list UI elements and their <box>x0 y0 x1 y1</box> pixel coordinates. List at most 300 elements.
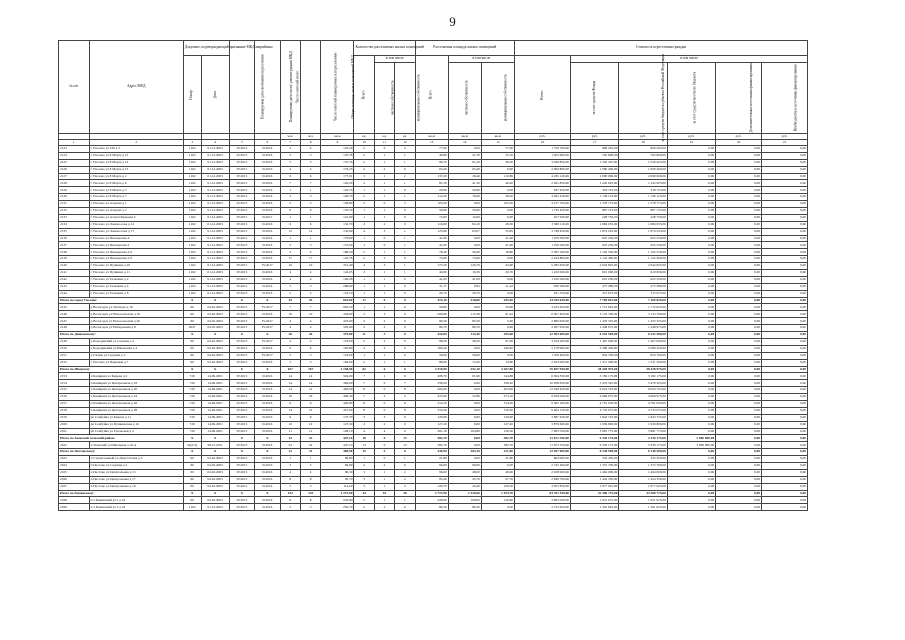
column-number-cell: 19 <box>667 140 715 146</box>
cell-date: 04.02.2003 <box>201 359 229 366</box>
cell-sp: 0,00 <box>448 380 481 387</box>
cell-rp: 1 <box>300 235 320 242</box>
cell-q: 8 <box>354 400 374 407</box>
col-total-area: Общая площадь жилых помещений МКД <box>321 41 354 134</box>
cell-c: 2 723 650,00 <box>514 504 570 511</box>
cell-no: 60 <box>183 469 201 476</box>
cell-q: 3 <box>354 414 374 421</box>
cell-rp: 6 <box>300 221 320 228</box>
cell-ca: 0,00 <box>716 208 762 215</box>
cell-ce: 0,00 <box>762 476 808 483</box>
cell-sm: 110,80 <box>481 173 514 180</box>
cell-ca: 0,00 <box>716 159 762 166</box>
cell-ca: 0,00 <box>716 242 762 249</box>
col-planned-settle: Планируемая дата окончания переселения <box>229 41 254 134</box>
cell-s: 261,10 <box>415 428 448 435</box>
cell-c: 11 672 350,00 <box>514 435 570 442</box>
cell-ca: 0,00 <box>716 276 762 283</box>
cell-p1: IV.2015 <box>229 469 254 476</box>
cell-ce: 0,00 <box>762 311 808 318</box>
cell-sm: 0,00 <box>481 462 514 469</box>
cell-n: 2133 <box>59 214 90 221</box>
cell-qm: 0 <box>395 325 415 332</box>
cell-p2: II.2016 <box>255 187 280 194</box>
column-number-cell: 15 <box>481 140 514 146</box>
cell-s: 410,00 <box>415 332 448 339</box>
cell-qp: 1 <box>374 476 394 483</box>
cell-qp: 1 <box>374 194 394 201</box>
cell-no: 720 <box>183 421 201 428</box>
cell-s: 90,00 <box>415 462 448 469</box>
cell-s: 206,80 <box>415 311 448 318</box>
cell-n: 2128 <box>59 180 90 187</box>
cell-s: 169,40 <box>415 345 448 352</box>
cell-sm: 314,20 <box>481 400 514 407</box>
cell-cf: 2 589 450,00 <box>571 345 619 352</box>
cell-ce: 0,00 <box>762 208 808 215</box>
cell-p1: IV.2015 <box>229 421 254 428</box>
cell-p2: IV.2017 <box>255 338 280 345</box>
cell-p2: II.2016 <box>255 228 280 235</box>
cell-no: 1162 <box>183 166 201 173</box>
cell-p2: II.2016 <box>255 483 280 490</box>
cell-ce: 0,00 <box>762 221 808 228</box>
table-row <box>59 497 808 504</box>
cell-p1: IV.2015 <box>229 187 254 194</box>
cell-no: 720 <box>183 400 201 407</box>
cell-sm: 105,20 <box>481 201 514 208</box>
cell-cl: 0,00 <box>667 407 715 414</box>
cell-r: 2 <box>280 290 300 297</box>
cell-cl: 0,00 <box>667 462 715 469</box>
cell-rp: 3 <box>300 462 320 469</box>
cell-sp: 59,40 <box>448 249 481 256</box>
cell-rp: 8 <box>300 476 320 483</box>
table-row <box>59 483 808 490</box>
col-planned-demolish: Планируемая дата сноса/ реконструкции МКД <box>255 41 280 134</box>
cell-a: 125,20 <box>321 146 354 153</box>
cell-ca: 0,00 <box>716 462 762 469</box>
col-cost-group: Стоимость переселения граждан <box>514 41 807 56</box>
cell-p2: II.2016 <box>255 456 280 463</box>
cell-qm: 2 <box>395 173 415 180</box>
cell-p2: II.2016 <box>255 373 280 380</box>
cell-a: 133,25 <box>321 166 354 173</box>
cell-rp: 3 <box>300 242 320 249</box>
cell-p2: II.2016 <box>255 421 280 428</box>
cell-a: 165,80 <box>321 345 354 352</box>
cell-n: 2154 <box>59 380 90 387</box>
table-row <box>59 256 808 263</box>
cell-ca: 0,00 <box>716 214 762 221</box>
cell-q: 4 <box>354 228 374 235</box>
cell-cr: 1 361 825,00 <box>619 504 667 511</box>
cell-qp: 1 <box>374 214 394 221</box>
cell-p1: IV.2015 <box>229 345 254 352</box>
cell-no: X <box>183 366 201 373</box>
cell-c: 2 745 400,00 <box>514 462 570 469</box>
cell-qp: 1 <box>374 497 394 504</box>
cell-n: 2169 <box>59 504 90 511</box>
cell-c: 11 672 350,00 <box>514 442 570 449</box>
cell-rp: 7 <box>300 180 320 187</box>
cell-date: 14.09.2001 <box>201 394 229 401</box>
cell-a: 121,00 <box>321 214 354 221</box>
cell-a: 120,20 <box>321 180 354 187</box>
cell-qm: 0 <box>395 345 415 352</box>
cell-qm: 1 <box>395 497 415 504</box>
cell-addr: п Каширин ул Центральная д 26 <box>89 400 183 407</box>
cell-p2: IV.2017 <box>255 352 280 359</box>
cell-addr: г Ухолово ул 230 в 3 <box>89 146 183 153</box>
cell-p1: IV.2015 <box>229 173 254 180</box>
cell-no: X <box>183 490 201 497</box>
cell-n: 2162 <box>59 442 90 449</box>
cell-date: 01.12.2003 <box>201 146 229 153</box>
cell-p2: II.2016 <box>255 159 280 166</box>
cell-a: 127,30 <box>321 421 354 428</box>
cell-no: 720 <box>183 394 201 401</box>
cell-cl: 0,00 <box>667 373 715 380</box>
unit-cell: ед. <box>374 134 394 140</box>
cell-cr: 625 250,00 <box>619 276 667 283</box>
cell-cr: 475 280,00 <box>619 283 667 290</box>
cell-p1: IV.2015 <box>229 256 254 263</box>
unit-cell: руб. <box>571 134 619 140</box>
cell-cl: 0,00 <box>667 318 715 325</box>
cell-cr: 2 336 175,00 <box>619 435 667 442</box>
cell-sm: 0,00 <box>481 208 514 215</box>
cell-p1: X <box>229 435 254 442</box>
cell-n: 2138 <box>59 249 90 256</box>
cell-cf: 1 361 825,00 <box>571 504 619 511</box>
cell-q: 2 <box>354 325 374 332</box>
cell-q: 8 <box>354 407 374 414</box>
cell-r: 22 <box>280 442 300 449</box>
cell-rp: 20 <box>300 332 320 339</box>
cell-a: 69,80 <box>321 456 354 463</box>
cell-ca: 0,00 <box>716 201 762 208</box>
cell-s: 382,70 <box>415 442 448 449</box>
cell-q: 2 <box>354 421 374 428</box>
cell-date: 04.02.2003 <box>201 469 229 476</box>
cell-ce: 0,00 <box>762 449 808 456</box>
cell-cr: 1 939 800,00 <box>619 421 667 428</box>
cell-qm: 0 <box>395 187 415 194</box>
subtotal-row <box>59 449 808 456</box>
cell-p2: X <box>255 449 280 456</box>
cell-qm: 3 <box>395 201 415 208</box>
subtotal-label: Итого по Данковскому: <box>59 332 184 339</box>
cell-p2: II.2016 <box>255 152 280 159</box>
cell-ce: 0,00 <box>762 387 808 394</box>
cell-ce: 0,00 <box>762 359 808 366</box>
cell-sp: 115,38 <box>448 311 481 318</box>
cell-n: 2136 <box>59 235 90 242</box>
cell-rp: 17 <box>300 256 320 263</box>
cell-q: 8 <box>354 387 374 394</box>
cell-ce: 0,00 <box>762 380 808 387</box>
cell-c: 2 000 800,00 <box>514 166 570 173</box>
cell-sm: 43,60 <box>481 263 514 270</box>
cell-no: 1162 <box>183 235 201 242</box>
cell-cl: 0,00 <box>667 428 715 435</box>
cell-a: 125,78 <box>321 152 354 159</box>
cell-p1: IV.2015 <box>229 414 254 421</box>
cell-sp: 114,40 <box>448 332 481 339</box>
cell-sp: 0,00 <box>448 400 481 407</box>
cell-cf: 3 182 175,00 <box>571 373 619 380</box>
cell-c: 3 040 850,00 <box>514 159 570 166</box>
cell-ce: 0,00 <box>762 332 808 339</box>
cell-sp: 0,00 <box>448 421 481 428</box>
cell-date: 01.12.2003 <box>201 180 229 187</box>
cell-n: 2125 <box>59 159 90 166</box>
cell-a: 137,76 <box>321 159 354 166</box>
cell-p2: II.2017 <box>255 214 280 221</box>
cell-s: 20,70 <box>415 290 448 297</box>
cell-sm: 5,00 <box>481 318 514 325</box>
cell-cr: 6 252 500,00 <box>619 332 667 339</box>
cell-c: 1 250 500,00 <box>514 276 570 283</box>
cell-cf: 1 874 225,00 <box>571 228 619 235</box>
subtotal-label: Итого по Пестовскому: <box>59 449 184 456</box>
cell-rp: 2 <box>300 290 320 297</box>
cell-sp: 28,20 <box>448 338 481 345</box>
cell-no: 1162 <box>183 263 201 270</box>
cell-r: 8 <box>280 476 300 483</box>
table-body <box>59 146 808 511</box>
cell-no: 1162 <box>183 187 201 194</box>
cell-no: 1162 <box>183 146 201 153</box>
cell-cf: 1 372 700,00 <box>571 462 619 469</box>
cell-r: 1 <box>280 214 300 221</box>
cell-a: 179,60 <box>321 235 354 242</box>
cell-qp: 1 <box>374 483 394 490</box>
cell-ca: 0,00 <box>716 311 762 318</box>
cell-no: 60 <box>183 338 201 345</box>
cell-ca: 0,00 <box>716 421 762 428</box>
cell-r: 7 <box>280 180 300 187</box>
cell-no: 1163 <box>183 152 201 159</box>
cell-p2: II.2016 <box>255 394 280 401</box>
cell-q: 7 <box>354 394 374 401</box>
cell-cr: 1 843 725,00 <box>619 414 667 421</box>
cell-cr: 332 450,00 <box>619 456 667 463</box>
cell-cr: 1 433 325,00 <box>619 318 667 325</box>
cell-ca: 0,00 <box>716 228 762 235</box>
cell-date: X <box>201 332 229 339</box>
cell-n: 2166 <box>59 476 90 483</box>
cell-qp: 1 <box>374 159 394 166</box>
cell-date: 01.12.2003 <box>201 228 229 235</box>
col-cost-local: за счет средств местного бюджета <box>667 63 715 134</box>
cell-date: X <box>201 490 229 497</box>
page-number: 9 <box>449 14 456 29</box>
cell-no: 60 <box>183 476 201 483</box>
cell-ca: 0,00 <box>716 414 762 421</box>
cell-cr: 4 969 975,00 <box>619 394 667 401</box>
cell-c: 2 928 000,00 <box>514 469 570 476</box>
table-row <box>59 456 808 463</box>
unit-cell: руб. <box>667 134 715 140</box>
cell-ca: 0,00 <box>716 332 762 339</box>
cell-no: 720 <box>183 428 201 435</box>
cell-cr: 6 148 500,00 <box>619 449 667 456</box>
cell-r: 3 <box>280 462 300 469</box>
cell-sm: 77,00 <box>481 146 514 153</box>
cell-date: 01.12.2003 <box>201 159 229 166</box>
cell-c: 1 735 450,00 <box>514 208 570 215</box>
cell-qm: 0 <box>395 421 415 428</box>
cell-a: 245,90 <box>321 497 354 504</box>
cell-p2: II.2016 <box>255 442 280 449</box>
cell-cr: 1 931 975,00 <box>619 497 667 504</box>
cell-p2: II.2016 <box>255 201 280 208</box>
cell-qp: 0 <box>374 400 394 407</box>
cell-q: 2 <box>354 318 374 325</box>
cell-ca: 0,00 <box>716 283 762 290</box>
cell-qm: 0 <box>395 428 415 435</box>
cell-a: 125,10 <box>321 290 354 297</box>
cell-s: 99,70 <box>415 159 448 166</box>
cell-no: X <box>183 435 201 442</box>
cell-rp: 5 <box>300 483 320 490</box>
cell-ca: 0,00 <box>716 304 762 311</box>
cell-s: 127,20 <box>415 421 448 428</box>
cell-sp: 85,30 <box>448 318 481 325</box>
cell-s: 41,00 <box>415 235 448 242</box>
cell-addr: г Ухолово ул 8 Марта д 13 <box>89 166 183 173</box>
cell-p1: IV.2015 <box>229 380 254 387</box>
cell-cl: 2 000 000,00 <box>667 435 715 442</box>
cell-qp: 0 <box>374 435 394 442</box>
cell-q: 2 <box>354 146 374 153</box>
cell-cr: 1 311 500,00 <box>619 359 667 366</box>
cell-n: 2127 <box>59 173 90 180</box>
cell-addr: г Ухолово ул Азарова д 2 <box>89 208 183 215</box>
cell-sm: 295,60 <box>481 332 514 339</box>
cell-n: 2164 <box>59 462 90 469</box>
cell-ce: 0,00 <box>762 242 808 249</box>
cell-qp: 3 <box>374 311 394 318</box>
cell-cr: 1 424 350,00 <box>619 476 667 483</box>
cell-qm: 1 <box>395 152 415 159</box>
subtotal-label: Итого по Шацкому: <box>59 366 184 373</box>
cell-cr: 1 372 700,00 <box>619 462 667 469</box>
cell-qp: 4 <box>374 345 394 352</box>
cell-rp: 4 <box>300 338 320 345</box>
cell-ce: 0,00 <box>762 173 808 180</box>
cell-p1: IV.2015 <box>229 208 254 215</box>
cell-qm: 0 <box>395 318 415 325</box>
cell-p1: IV.2015 <box>229 221 254 228</box>
col-address: Адрес МКД <box>89 41 183 134</box>
cell-qm: 0 <box>395 414 415 421</box>
cell-cl: 0,00 <box>667 490 715 497</box>
cell-addr: г Ухолово ул Пионерская 2 <box>89 242 183 249</box>
cell-ce: 0,00 <box>762 414 808 421</box>
column-number-cell: 11 <box>374 140 394 146</box>
cell-no: 720 <box>183 407 201 414</box>
cell-qm: 1 <box>395 180 415 187</box>
cell-qm: 1 <box>395 263 415 270</box>
cell-q: 13 <box>354 442 374 449</box>
cell-addr: п Пестово ул Центральная д 15 <box>89 469 183 476</box>
cell-p1: IV.2015 <box>229 214 254 221</box>
cell-cl: 0,00 <box>667 187 715 194</box>
cell-qp: 0 <box>374 380 394 387</box>
cell-p1: IV.2015 <box>229 263 254 270</box>
cell-s: 20,90 <box>415 187 448 194</box>
cell-cf: 625 250,00 <box>571 242 619 249</box>
unit-cell: руб. <box>619 134 667 140</box>
cell-q: 10 <box>354 435 374 442</box>
cell-cr: 869 295,00 <box>619 146 667 153</box>
cell-c: 637 450,00 <box>514 187 570 194</box>
cell-date: 14.09.2001 <box>201 414 229 421</box>
cell-sm: 0,00 <box>481 504 514 511</box>
cell-c: 3 425 650,00 <box>514 304 570 311</box>
cell-sp: 63,07 <box>448 228 481 235</box>
cell-q: 11 <box>354 332 374 339</box>
cell-r: 4 <box>280 318 300 325</box>
cell-date: 01.12.2003 <box>201 242 229 249</box>
cell-cr: 610 000,00 <box>619 270 667 277</box>
cell-p2: II.2016 <box>255 256 280 263</box>
cell-no: 1162 <box>183 214 201 221</box>
cell-c: 5 178 900,00 <box>514 345 570 352</box>
cell-ce: 0,00 <box>762 325 808 332</box>
cell-cl: 0,00 <box>667 263 715 270</box>
cell-rp: 1 <box>300 214 320 221</box>
cell-cl: 0,00 <box>667 400 715 407</box>
cell-cl: 0,00 <box>667 421 715 428</box>
cell-date: 04.02.2003 <box>201 345 229 352</box>
cell-qm: 0 <box>395 283 415 290</box>
cell-cr: 3 182 175,00 <box>619 373 667 380</box>
cell-qp: 1 <box>374 276 394 283</box>
cell-p2: X <box>255 366 280 373</box>
subtotal-row <box>59 435 808 442</box>
cell-cl: 3 006 000,00 <box>667 442 715 449</box>
cell-cf: 3 981 775,00 <box>571 428 619 435</box>
cell-sm: 0,00 <box>481 352 514 359</box>
unit-cell: ед. <box>354 134 374 140</box>
cell-ca: 0,00 <box>716 449 762 456</box>
cell-addr: г Ухолово ул Пионерская 4 <box>89 235 183 242</box>
cell-r: 4 <box>280 249 300 256</box>
cell-qm: 13 <box>395 442 415 449</box>
cell-sm: 48,00 <box>481 469 514 476</box>
cell-n: 2161 <box>59 428 90 435</box>
cell-cl: 0,00 <box>667 249 715 256</box>
cell-n: 2158 <box>59 407 90 414</box>
cell-n: 2135 <box>59 228 90 235</box>
cell-q: 3 <box>354 173 374 180</box>
table-row <box>59 201 808 208</box>
cell-p2: IV.2017 <box>255 304 280 311</box>
cell-sm: 26,50 <box>481 221 514 228</box>
cell-cr: 315 675,00 <box>619 290 667 297</box>
cell-p2: II.2016 <box>255 242 280 249</box>
cell-s: 21,80 <box>415 456 448 463</box>
cell-c: 2 623 000,00 <box>514 359 570 366</box>
table-row <box>59 394 808 401</box>
table-row <box>59 152 808 159</box>
cell-qm: 0 <box>395 214 415 221</box>
cell-sm: 310,30 <box>481 407 514 414</box>
